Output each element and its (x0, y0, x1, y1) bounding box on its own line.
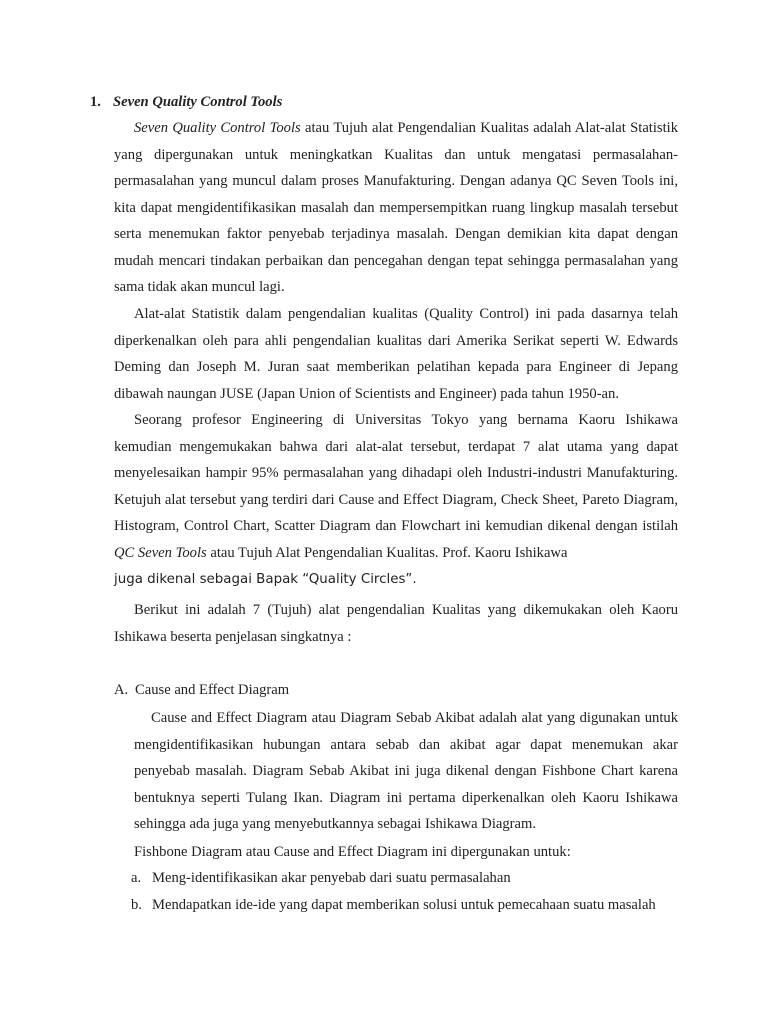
subsection-list-intro: Fishbone Diagram atau Cause and Effect Diagram ini dipergunakan untuk: (134, 844, 571, 860)
list-item (131, 894, 656, 916)
subsection-heading (114, 679, 289, 701)
paragraph-ishikawa-text-after: atau Tujuh Alat Pengendalian Kualitas. Prof. Kaoru Ishikawa (206, 544, 568, 561)
paragraph-list-intro-text: Berikut ini adalah 7 (Tujuh) alat pengendalian Kualitas yang dikemukakan oleh Kaoru Ishikawa beserta penjelasan singkatnya : (114, 602, 678, 645)
list-item-text: Mendapatkan ide-ide yang dapat memberikan solusi untuk pemecahaan suatu masalah (152, 897, 656, 913)
list-item-text: Meng-identifikasikan akar penyebab dari suatu permasalahan (152, 870, 511, 886)
paragraph-intro-term: Seven Quality Control Tools (134, 120, 301, 136)
subsection-letter: A. (114, 682, 129, 698)
subsection-title: Cause and Effect Diagram (135, 682, 290, 698)
paragraph-history-text: Alat-alat Statistik dalam pengendalian kualitas (Quality Control) ini pada dasarnya telah diperkenalkan oleh para ahli pengendalian kualitas dari Amerika Serikat seperti W. Edwards Deming dan Joseph M. Juran saat memberikan pelatihan kepada para Engineer di Jepang dibawah naungan JUSE (Japan Union of Scientists and Engineer) pada tahun 1950-an. (114, 306, 678, 402)
paragraph-list-intro (114, 597, 678, 650)
paragraph-intro-text: atau Tujuh alat Pengendalian Kualitas adalah Alat-alat Statistik yang dipergunakan untuk meningkatkan Kualitas dan untuk mengatasi permasalahan-permasalahan yang muncul dalam proses Manufakturing. Dengan adanya QC Seven Tools ini, kita dapat mengidentifikasikan masalah dan mempersempitkan ruang lingkup masalah tersebut serta menemukan faktor penyebab terjadinya masalah. Dengan demikian kita dapat dengan mudah mencari tindakan perbaikan dan pencegahan dengan tepat sehingga permasalahan yang sama tidak akan muncul lagi. (114, 120, 678, 295)
paragraph-ishikawa-last-line: juga dikenal sebagai Bapak “Quality Circles”. (114, 572, 417, 587)
paragraph-ishikawa-term: QC Seven Tools (114, 544, 207, 561)
section-title: Seven Quality Control Tools (113, 94, 283, 110)
section-number: 1. (90, 94, 101, 110)
section-heading (90, 91, 282, 113)
paragraph-history (114, 301, 678, 407)
paragraph-ishikawa-text-before: Seorang profesor Engineering di Universitas Tokyo yang bernama Kaoru Ishikawa kemudian mengemukakan bahwa dari alat-alat tersebut, terdapat 7 alat utama yang dapat menyelesaikan hampir 95% permasalahan yang dihadapi oleh Industri-industri Manufakturing. Ketujuh alat tersebut yang terdiri dari Cause and Effect Diagram, Check Sheet, Pareto Diagram, Histogram, Control Chart, Scatter Diagram dan Flowchart ini kemudian dikenal dengan istilah (114, 412, 678, 534)
subsection-paragraph-text: Cause and Effect Diagram atau Diagram Sebab Akibat adalah alat yang digunakan untuk mengidentifikasikan hubungan antara sebab dan akibat agar dapat menemukan akar penyebab masalah. Diagram Sebab Akibat ini juga dikenal dengan Fishbone Chart karena bentuknya seperti Tulang Ikan. Diagram ini pertama diperkenalkan oleh Kaoru Ishikawa sehingga ada juga yang menyebutkannya sebagai Ishikawa Diagram. (134, 710, 678, 832)
paragraph-ishikawa (114, 407, 678, 594)
paragraph-intro (114, 115, 678, 301)
list-item (131, 867, 511, 889)
subsection-paragraph (134, 705, 678, 838)
list-item-letter: b. (131, 897, 142, 913)
list-item-letter: a. (131, 870, 142, 886)
